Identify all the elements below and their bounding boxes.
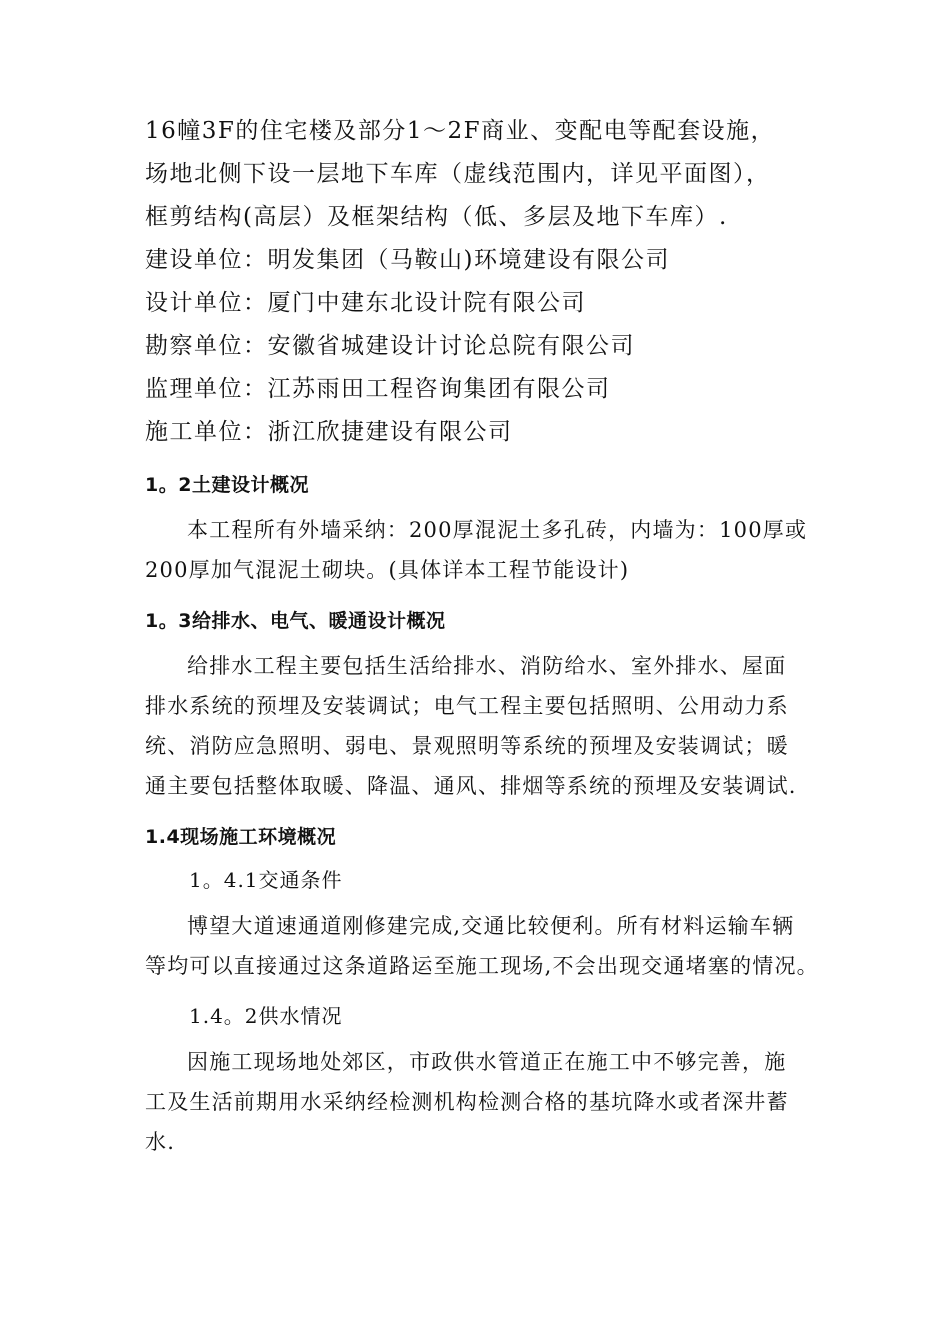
section-heading-site-environment: 1.4现场施工环境概况 bbox=[145, 826, 337, 848]
paragraph-line: 等均可以直接通过这条道路运至施工现场,不会出现交通堵塞的情况。 bbox=[145, 954, 819, 978]
survey-unit-line: 勘察单位：安徽省城建设计讨论总院有限公司 bbox=[145, 333, 635, 359]
design-unit-line: 设计单位：厦门中建东北设计院有限公司 bbox=[145, 290, 586, 316]
traffic-paragraph bbox=[145, 906, 820, 986]
paragraph-line: 通主要包括整体取暖、降温、通风、排烟等系统的预埋及安装调试. bbox=[145, 774, 797, 798]
subsection-heading-water-supply: 1.4。2供水情况 bbox=[189, 1004, 343, 1028]
paragraph-line: 200厚加气混泥土砌块。(具体详本工程节能设计) bbox=[145, 558, 630, 582]
intro-line: 16幢3F的住宅楼及部分1～2F商业、变配电等配套设施， bbox=[145, 118, 776, 144]
section-heading-mep-design: 1。3给排水、电气、暖通设计概况 bbox=[145, 610, 446, 632]
paragraph-line: 排水系统的预埋及安装调试；电气工程主要包括照明、公用动力系 bbox=[145, 694, 789, 718]
paragraph-line: 工及生活前期用水采纳经检测机构检测合格的基坑降水或者深井蓄 bbox=[145, 1090, 789, 1114]
intro-line: 框剪结构(高层）及框架结构（低、多层及地下车库）. bbox=[145, 204, 728, 230]
intro-line: 场地北侧下设一层地下车库（虚线范围内，详见平面图）， bbox=[145, 161, 771, 187]
mep-design-paragraph bbox=[145, 646, 820, 806]
subsection-heading-traffic: 1。4.1交通条件 bbox=[189, 868, 343, 892]
water-supply-paragraph bbox=[145, 1042, 820, 1162]
construction-owner-line: 建设单位：明发集团（马鞍山)环境建设有限公司 bbox=[145, 247, 670, 273]
paragraph-line: 因施工现场地处郊区，市政供水管道正在施工中不够完善，施 bbox=[187, 1050, 787, 1074]
supervision-unit-line: 监理单位：江苏雨田工程咨询集团有限公司 bbox=[145, 376, 611, 402]
paragraph-line: 水. bbox=[145, 1130, 176, 1154]
paragraph-line: 本工程所有外墙采纳：200厚混泥土多孔砖，内墙为：100厚或 bbox=[187, 518, 808, 542]
paragraph-line: 统、消防应急照明、弱电、景观照明等系统的预埋及安装调试；暖 bbox=[145, 734, 789, 758]
contractor-unit-line: 施工单位：浙江欣捷建设有限公司 bbox=[145, 419, 513, 445]
paragraph-line: 给排水工程主要包括生活给排水、消防给水、室外排水、屋面 bbox=[187, 654, 787, 678]
section-heading-civil-design: 1。2土建设计概况 bbox=[145, 474, 309, 496]
paragraph-line: 博望大道速通道刚修建完成,交通比较便利。所有材料运输车辆 bbox=[187, 914, 795, 938]
project-overview-intro bbox=[145, 110, 820, 454]
civil-design-paragraph bbox=[145, 510, 820, 590]
